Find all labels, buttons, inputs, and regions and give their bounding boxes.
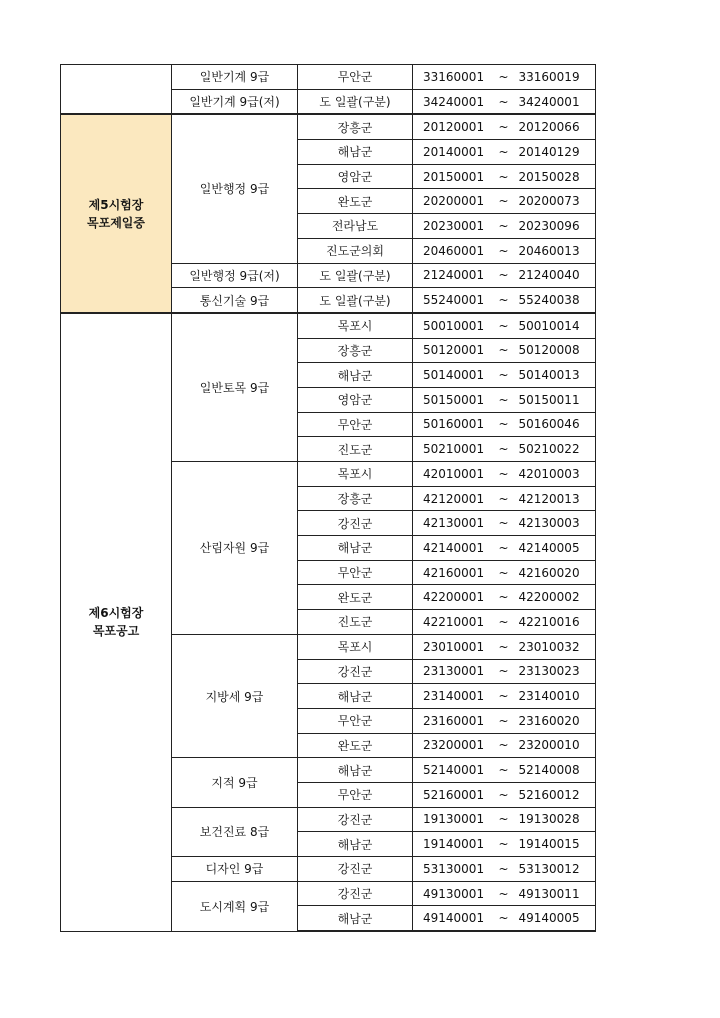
exam-assignment-table xyxy=(60,64,596,932)
exam-number-to: 52140008 xyxy=(513,758,596,783)
job-title-cell: 일반토목 9급 xyxy=(172,313,298,462)
exam-number-from: 23200001 xyxy=(413,733,495,758)
exam-number-to: 23130023 xyxy=(513,659,596,684)
exam-number-to: 50010014 xyxy=(513,313,596,338)
exam-number-to: 20120066 xyxy=(513,114,596,139)
job-title-cell: 일반행정 9급(저) xyxy=(172,263,298,288)
exam-number-to: 42120013 xyxy=(513,486,596,511)
job-title-cell: 일반기계 9급(저) xyxy=(172,89,298,114)
range-separator: ~ xyxy=(495,857,513,882)
exam-number-from: 20200001 xyxy=(413,189,495,214)
range-separator: ~ xyxy=(495,782,513,807)
exam-number-from: 20460001 xyxy=(413,238,495,263)
range-separator: ~ xyxy=(495,238,513,263)
venue-name: 제5시험장 xyxy=(88,197,144,212)
range-separator: ~ xyxy=(495,412,513,437)
exam-number-from: 21240001 xyxy=(413,263,495,288)
exam-number-to: 23200010 xyxy=(513,733,596,758)
region-cell: 진도군의회 xyxy=(298,238,413,263)
exam-number-from: 23130001 xyxy=(413,659,495,684)
exam-number-from: 42160001 xyxy=(413,560,495,585)
exam-number-from: 42130001 xyxy=(413,511,495,536)
region-cell: 완도군 xyxy=(298,733,413,758)
exam-number-to: 20460013 xyxy=(513,238,596,263)
exam-number-to: 50140013 xyxy=(513,363,596,388)
region-cell: 장흥군 xyxy=(298,114,413,139)
exam-number-to: 21240040 xyxy=(513,263,596,288)
exam-number-to: 20230096 xyxy=(513,214,596,239)
region-cell: 무안군 xyxy=(298,560,413,585)
exam-number-to: 23010032 xyxy=(513,634,596,659)
exam-number-to: 49130011 xyxy=(513,881,596,906)
region-cell: 해남군 xyxy=(298,140,413,165)
exam-number-to: 19130028 xyxy=(513,807,596,832)
exam-number-from: 23140001 xyxy=(413,684,495,709)
range-separator: ~ xyxy=(495,832,513,857)
exam-number-to: 33160019 xyxy=(513,65,596,90)
region-cell: 해남군 xyxy=(298,758,413,783)
exam-number-from: 20140001 xyxy=(413,140,495,165)
exam-number-from: 50140001 xyxy=(413,363,495,388)
exam-number-from: 49130001 xyxy=(413,881,495,906)
region-cell: 무안군 xyxy=(298,412,413,437)
range-separator: ~ xyxy=(495,511,513,536)
region-cell: 해남군 xyxy=(298,832,413,857)
range-separator: ~ xyxy=(495,462,513,487)
exam-number-to: 42200002 xyxy=(513,585,596,610)
exam-number-from: 50160001 xyxy=(413,412,495,437)
range-separator: ~ xyxy=(495,437,513,462)
region-cell: 목포시 xyxy=(298,313,413,338)
region-cell: 영암군 xyxy=(298,164,413,189)
region-cell: 해남군 xyxy=(298,536,413,561)
region-cell: 해남군 xyxy=(298,363,413,388)
table-row xyxy=(61,114,596,139)
region-cell: 해남군 xyxy=(298,684,413,709)
exam-number-to: 50210022 xyxy=(513,437,596,462)
exam-number-from: 23010001 xyxy=(413,634,495,659)
exam-number-from: 49140001 xyxy=(413,906,495,931)
exam-number-to: 23160020 xyxy=(513,708,596,733)
range-separator: ~ xyxy=(495,610,513,635)
exam-number-to: 42010003 xyxy=(513,462,596,487)
table-body xyxy=(61,65,596,932)
region-cell: 목포시 xyxy=(298,462,413,487)
region-cell: 강진군 xyxy=(298,881,413,906)
exam-number-from: 42200001 xyxy=(413,585,495,610)
region-cell: 목포시 xyxy=(298,634,413,659)
exam-number-to: 23140010 xyxy=(513,684,596,709)
job-title-cell: 디자인 9급 xyxy=(172,857,298,882)
range-separator: ~ xyxy=(495,536,513,561)
range-separator: ~ xyxy=(495,881,513,906)
exam-number-from: 50010001 xyxy=(413,313,495,338)
venue-name: 제6시험장 xyxy=(88,606,144,621)
range-separator: ~ xyxy=(495,114,513,139)
exam-number-from: 53130001 xyxy=(413,857,495,882)
range-separator: ~ xyxy=(495,189,513,214)
job-title-cell: 지방세 9급 xyxy=(172,634,298,757)
exam-number-to: 20150028 xyxy=(513,164,596,189)
exam-number-from: 19140001 xyxy=(413,832,495,857)
region-cell: 도 일괄(구분) xyxy=(298,89,413,114)
exam-number-to: 42130003 xyxy=(513,511,596,536)
region-cell: 무안군 xyxy=(298,65,413,90)
range-separator: ~ xyxy=(495,140,513,165)
exam-number-from: 34240001 xyxy=(413,89,495,114)
region-cell: 전라남도 xyxy=(298,214,413,239)
exam-number-to: 55240038 xyxy=(513,288,596,313)
region-cell: 해남군 xyxy=(298,906,413,931)
exam-number-to: 20140129 xyxy=(513,140,596,165)
range-separator: ~ xyxy=(495,560,513,585)
exam-number-from: 23160001 xyxy=(413,708,495,733)
exam-number-to: 34240001 xyxy=(513,89,596,114)
exam-number-to: 19140015 xyxy=(513,832,596,857)
exam-number-to: 50120008 xyxy=(513,338,596,363)
job-title-cell: 도시계획 9급 xyxy=(172,881,298,931)
region-cell: 강진군 xyxy=(298,857,413,882)
exam-number-from: 42210001 xyxy=(413,610,495,635)
range-separator: ~ xyxy=(495,708,513,733)
exam-number-to: 50150011 xyxy=(513,387,596,412)
region-cell: 영암군 xyxy=(298,387,413,412)
exam-number-to: 42160020 xyxy=(513,560,596,585)
region-cell: 장흥군 xyxy=(298,486,413,511)
region-cell: 강진군 xyxy=(298,511,413,536)
venue-cell xyxy=(61,313,172,931)
range-separator: ~ xyxy=(495,214,513,239)
table-row xyxy=(61,313,596,338)
exam-number-from: 52160001 xyxy=(413,782,495,807)
range-separator: ~ xyxy=(495,758,513,783)
region-cell: 무안군 xyxy=(298,708,413,733)
range-separator: ~ xyxy=(495,89,513,114)
exam-number-to: 20200073 xyxy=(513,189,596,214)
exam-number-from: 50210001 xyxy=(413,437,495,462)
range-separator: ~ xyxy=(495,807,513,832)
venue-school: 목포제일중 xyxy=(87,215,145,230)
range-separator: ~ xyxy=(495,906,513,931)
exam-number-from: 20230001 xyxy=(413,214,495,239)
exam-number-from: 20120001 xyxy=(413,114,495,139)
region-cell: 도 일괄(구분) xyxy=(298,288,413,313)
region-cell: 완도군 xyxy=(298,189,413,214)
region-cell: 진도군 xyxy=(298,610,413,635)
range-separator: ~ xyxy=(495,288,513,313)
region-cell: 완도군 xyxy=(298,585,413,610)
range-separator: ~ xyxy=(495,387,513,412)
region-cell: 강진군 xyxy=(298,807,413,832)
range-separator: ~ xyxy=(495,684,513,709)
region-cell: 장흥군 xyxy=(298,338,413,363)
exam-number-to: 50160046 xyxy=(513,412,596,437)
exam-number-from: 42120001 xyxy=(413,486,495,511)
range-separator: ~ xyxy=(495,164,513,189)
exam-number-from: 42140001 xyxy=(413,536,495,561)
job-title-cell: 보건진료 8급 xyxy=(172,807,298,856)
exam-number-to: 49140005 xyxy=(513,906,596,931)
exam-number-from: 19130001 xyxy=(413,807,495,832)
exam-number-from: 42010001 xyxy=(413,462,495,487)
exam-number-from: 50150001 xyxy=(413,387,495,412)
exam-number-from: 33160001 xyxy=(413,65,495,90)
region-cell: 무안군 xyxy=(298,782,413,807)
range-separator: ~ xyxy=(495,585,513,610)
job-title-cell: 산림자원 9급 xyxy=(172,462,298,635)
venue-school: 목포공고 xyxy=(92,624,140,639)
venue-cell xyxy=(61,114,172,313)
exam-number-to: 52160012 xyxy=(513,782,596,807)
region-cell: 도 일괄(구분) xyxy=(298,263,413,288)
exam-number-from: 52140001 xyxy=(413,758,495,783)
range-separator: ~ xyxy=(495,363,513,388)
range-separator: ~ xyxy=(495,486,513,511)
table-row xyxy=(61,65,596,90)
exam-number-from: 20150001 xyxy=(413,164,495,189)
exam-number-to: 42210016 xyxy=(513,610,596,635)
exam-number-from: 50120001 xyxy=(413,338,495,363)
exam-number-from: 55240001 xyxy=(413,288,495,313)
exam-number-to: 53130012 xyxy=(513,857,596,882)
region-cell: 진도군 xyxy=(298,437,413,462)
job-title-cell: 지적 9급 xyxy=(172,758,298,807)
range-separator: ~ xyxy=(495,313,513,338)
range-separator: ~ xyxy=(495,659,513,684)
venue-cell xyxy=(61,65,172,115)
range-separator: ~ xyxy=(495,733,513,758)
range-separator: ~ xyxy=(495,338,513,363)
exam-number-to: 42140005 xyxy=(513,536,596,561)
range-separator: ~ xyxy=(495,263,513,288)
region-cell: 강진군 xyxy=(298,659,413,684)
job-title-cell: 통신기술 9급 xyxy=(172,288,298,313)
range-separator: ~ xyxy=(495,634,513,659)
job-title-cell: 일반행정 9급 xyxy=(172,114,298,263)
range-separator: ~ xyxy=(495,65,513,90)
job-title-cell: 일반기계 9급 xyxy=(172,65,298,90)
